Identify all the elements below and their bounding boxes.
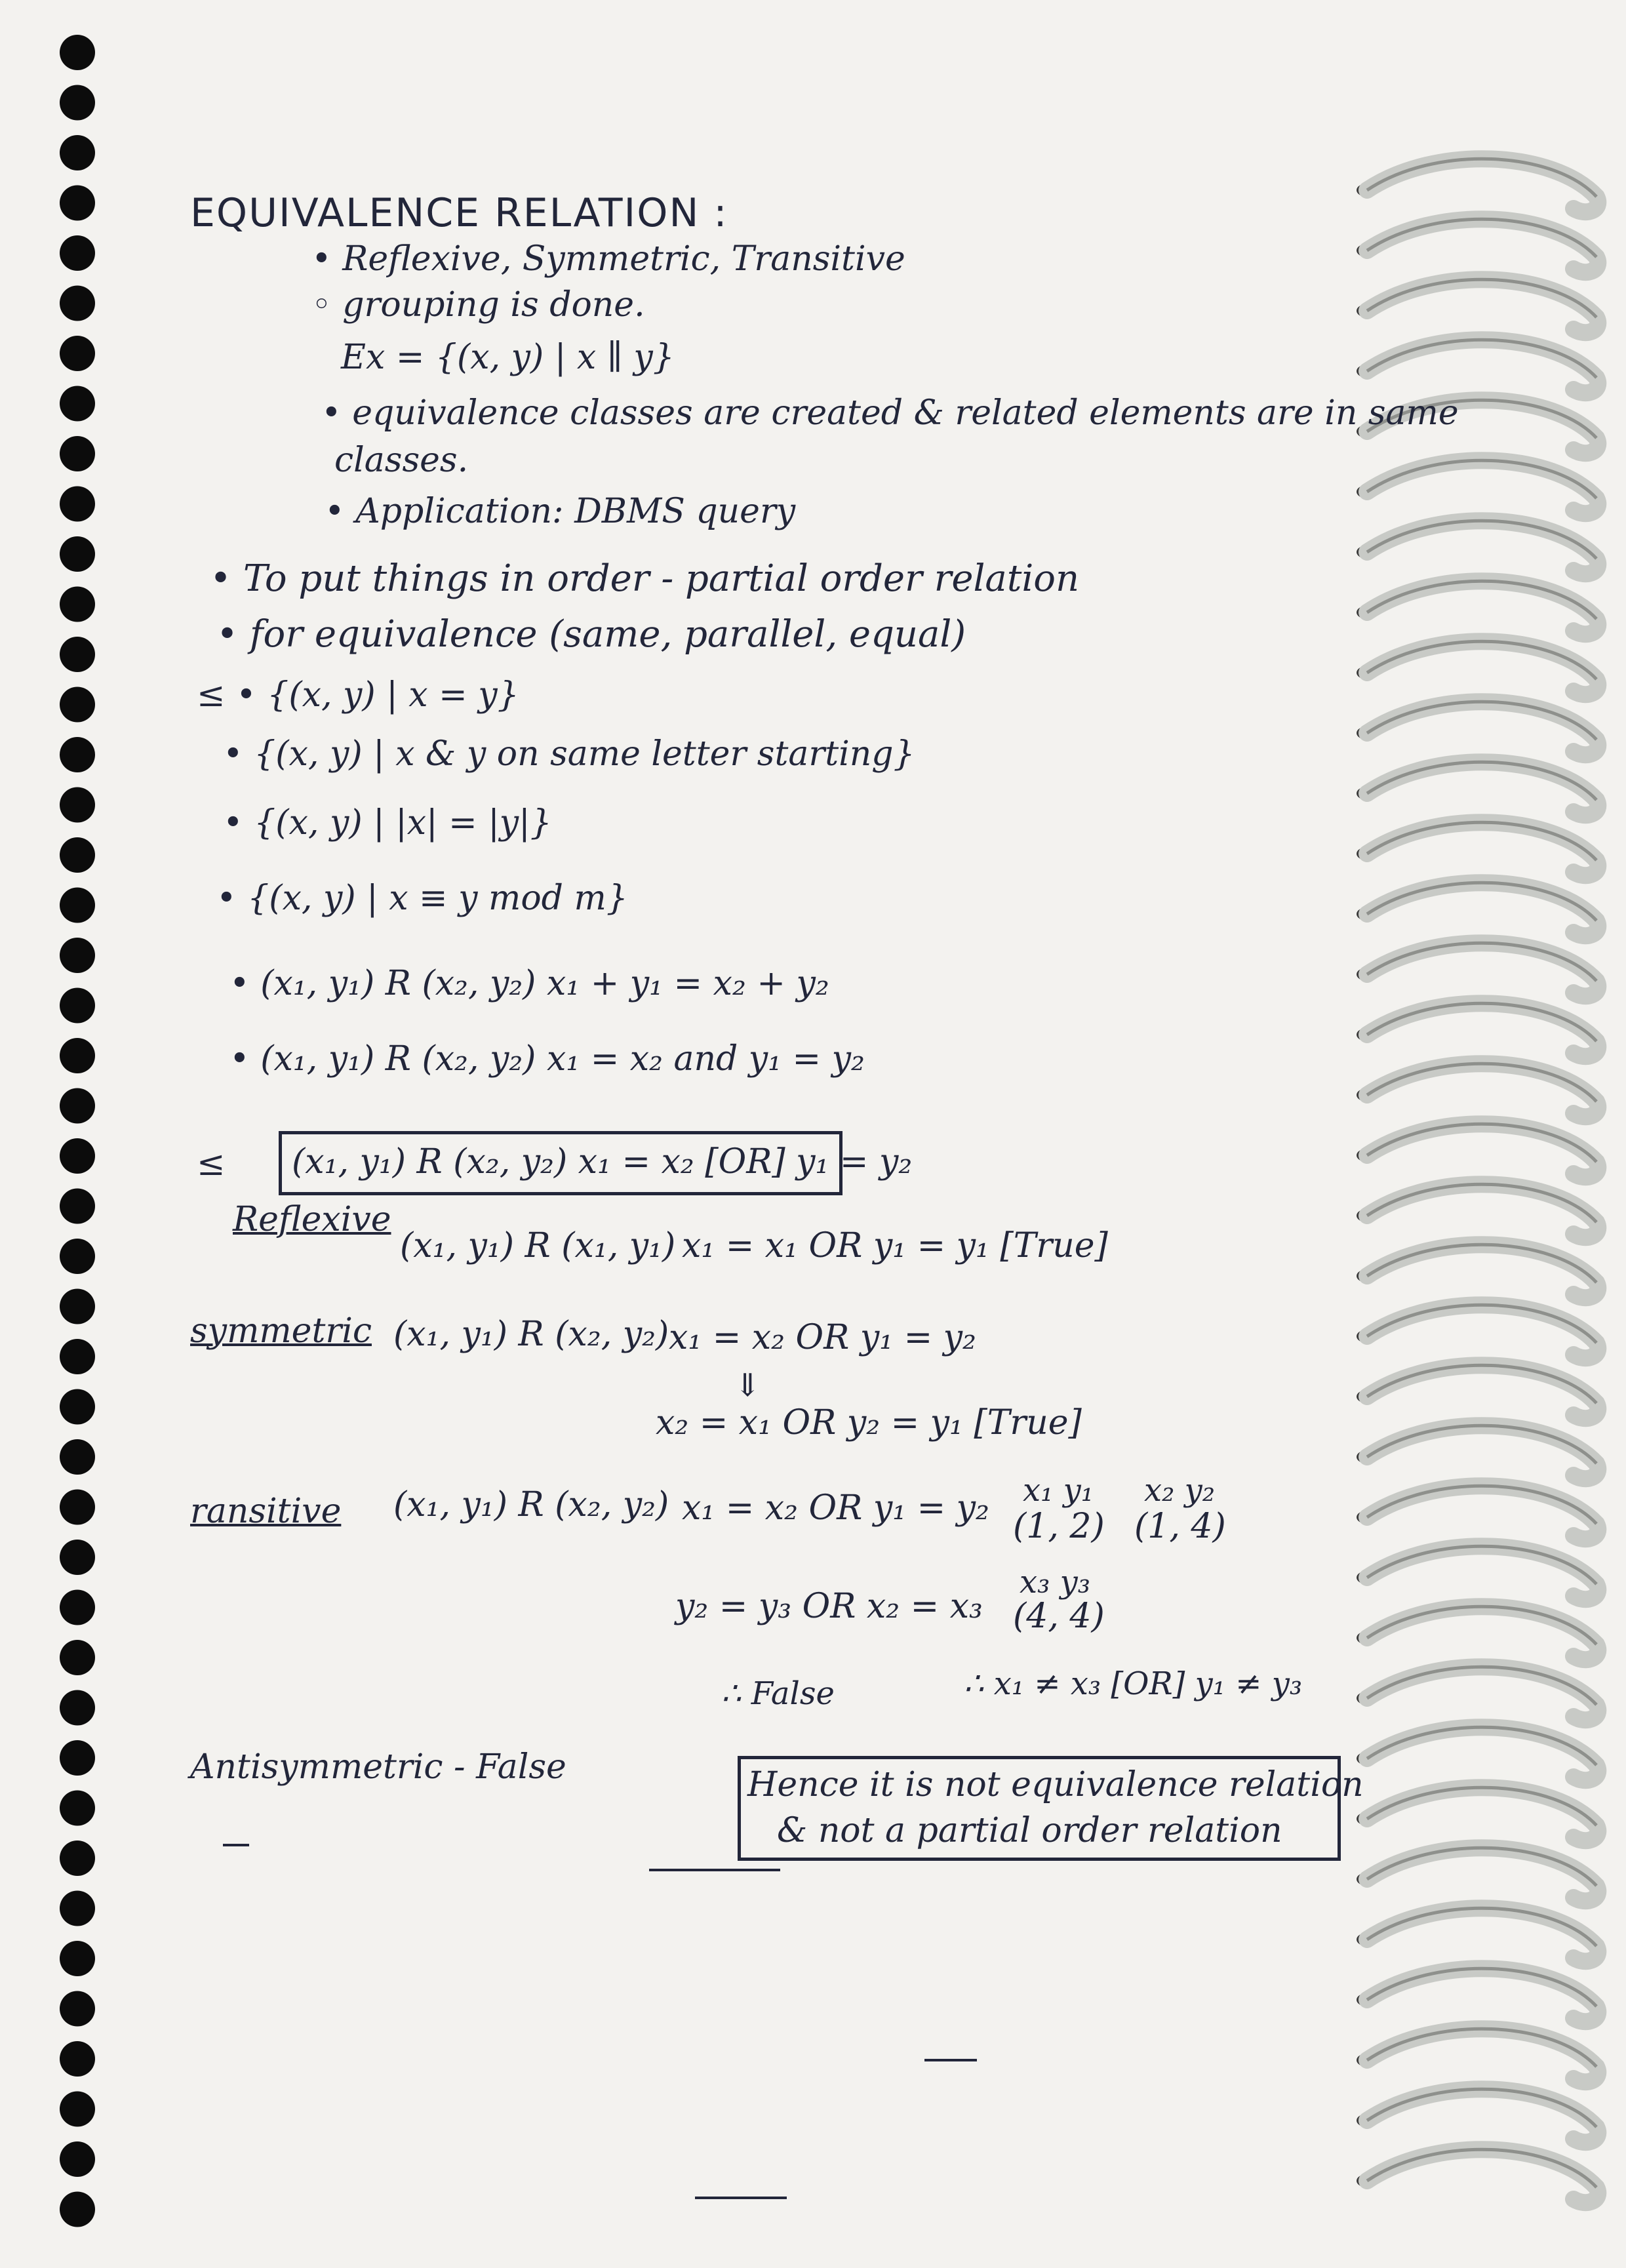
binder-hole [60,587,95,622]
pair-2-value: (1, 4) [1134,1507,1226,1546]
binder-hole [60,536,95,572]
spiral-coil [1357,159,1598,212]
dash-mark [924,2059,977,2061]
spiral-coil [1357,219,1598,272]
pair-2-header: x₂ y₂ [1144,1472,1215,1509]
spiral-coil [1357,1365,1598,1418]
transitive-condition-1: x₁ = x₂ OR y₁ = y₂ [682,1488,989,1528]
spiral-coil [1357,883,1598,936]
binder-hole [60,938,95,973]
symmetric-label: symmetric [190,1311,372,1351]
spiral-coil [1357,1787,1598,1840]
example-item: • {(x, y) | |x| = |y|} [223,803,552,843]
binder-hole [60,1389,95,1425]
binder-hole [60,487,95,522]
binder-hole [60,687,95,723]
spiral-coil [1357,1184,1598,1237]
binder-hole [60,85,95,121]
pair-3-value: (4, 4) [1013,1597,1105,1636]
reflexive-condition: x₁ = x₁ OR y₁ = y₁ [True] [682,1226,1108,1265]
order-line: • To put things in order - partial order relation [210,557,1080,600]
binder-hole [60,1740,95,1776]
spiral-coil [1357,460,1598,513]
example-item: ≤ • {(x, y) | x = y} [197,675,519,715]
spiral-coil [1357,943,1598,996]
spiral-coil [1357,762,1598,815]
binder-hole [60,1690,95,1726]
conclusion-line-2: & not a partial order relation [777,1811,1282,1850]
conclusion-line-1: Hence it is not equivalence relation [747,1765,1364,1804]
binder-hole [60,1991,95,2027]
binder-hole [60,1289,95,1324]
spiral-coil [1357,581,1598,634]
binder-hole [60,1941,95,1976]
spiral-coil [1357,1305,1598,1358]
binder-hole [60,35,95,70]
spiral-coil [1357,279,1598,332]
dash-mark [695,2197,787,2199]
spiral-coil [1357,1606,1598,1660]
binder-hole [60,1490,95,1525]
spiral-coil [1357,2089,1598,2142]
binder-hole [60,1791,95,1826]
example-item: • (x₁, y₁) R (x₂, y₂) x₁ = x₂ and y₁ = y₂ [229,1039,865,1079]
heading: EQUIVALENCE RELATION : [190,190,728,236]
binder-hole [60,2192,95,2227]
pair-1-value: (1, 2) [1013,1507,1105,1546]
binder-hole [60,787,95,823]
binder-hole [60,336,95,371]
binder-hole [60,1138,95,1174]
transitive-result: ∴ False [721,1675,835,1712]
counter-note: ∴ x₁ ≠ x₃ [OR] y₁ ≠ y₃ [964,1665,1303,1702]
spiral-coil [1357,2149,1598,2202]
equivalence-line: • for equivalence (same, parallel, equal) [216,613,966,656]
binder-hole [60,386,95,422]
binder-hole [60,1439,95,1475]
binder-hole [60,1088,95,1124]
binder-hole [60,235,95,271]
classes-line-1: • equivalence classes are created & related elements are in same [321,393,1459,433]
binder-hole [60,2141,95,2177]
binder-holes [0,0,144,2268]
binder-hole [60,2041,95,2077]
spiral-coil [1357,1546,1598,1599]
binder-hole [60,2092,95,2127]
grouping-line: ◦ grouping is done. [311,285,645,325]
spiral-coil [1357,1968,1598,2021]
spiral-coil [1357,340,1598,393]
reflexive-label: Reflexive [233,1200,391,1239]
binder-hole [60,1891,95,1926]
application-line: • Application: DBMS query [325,492,796,531]
dash-mark [223,1844,249,1846]
spiral-coil [1357,1064,1598,1117]
antisymmetric-label: Antisymmetric - False [190,1747,566,1787]
spiral-coil [1357,1244,1598,1298]
spiral-coil [1357,1486,1598,1539]
boxed-relation: (x₁, y₁) R (x₂, y₂) x₁ = x₂ [OR] y₁ = y₂ [292,1142,913,1182]
transitive-condition-2: y₂ = y₃ OR x₂ = x₃ [675,1587,983,1626]
classes-line-2: classes. [334,441,469,480]
spiral-coil [1357,1124,1598,1177]
properties-line: • Reflexive, Symmetric, Transitive [311,239,905,279]
transitive-relation: (x₁, y₁) R (x₂, y₂) [393,1485,669,1524]
dash-mark [649,1869,780,1871]
spiral-coil [1357,1908,1598,1961]
symmetric-arrow: ⇓ [734,1367,761,1404]
binder-hole [60,1840,95,1876]
example-line: Ex = {(x, y) | x ∥ y} [341,338,675,377]
binder-hole [60,1339,95,1374]
spiral-coil [1357,1667,1598,1720]
spiral-coil [1357,1848,1598,1901]
spiral-coil [1357,822,1598,875]
spiral-coil [1357,1727,1598,1780]
binder-hole [60,436,95,471]
binder-hole [60,737,95,772]
example-item: • (x₁, y₁) R (x₂, y₂) x₁ + y₁ = x₂ + y₂ [229,964,829,1003]
binder-hole [60,1590,95,1625]
symmetric-condition: x₁ = x₂ OR y₁ = y₂ [669,1318,976,1357]
binder-hole [60,1038,95,1073]
binder-hole [60,1189,95,1224]
spiral-coil [1357,521,1598,574]
spiral-coil [1357,641,1598,694]
example-item: • {(x, y) | x & y on same letter starting} [223,734,915,774]
symmetric-relation: (x₁, y₁) R (x₂, y₂) [393,1315,669,1354]
binder-hole [60,1540,95,1575]
transitive-label: ransitive [190,1492,342,1531]
binder-hole [60,888,95,923]
binder-hole [60,186,95,221]
pair-1-header: x₁ y₁ [1023,1472,1094,1509]
spiral-coil [1357,2029,1598,2082]
spiral-coil [1357,702,1598,755]
pair-3-header: x₃ y₃ [1020,1564,1090,1601]
binder-hole [60,1640,95,1675]
example-item: • {(x, y) | x ≡ y mod m} [216,879,628,918]
binder-hole [60,135,95,170]
symmetric-result: x₂ = x₁ OR y₂ = y₁ [True] [656,1403,1082,1442]
reflexive-relation: (x₁, y₁) R (x₁, y₁) [400,1226,676,1265]
spiral-coil [1357,1425,1598,1479]
spiral-coil [1357,1003,1598,1056]
binder-hole [60,988,95,1024]
binder-hole [60,1239,95,1274]
binder-hole [60,637,95,672]
binder-hole [60,286,95,321]
binder-hole [60,837,95,873]
spiral-binding [1338,0,1626,2268]
boxed-prefix: ≤ [197,1144,226,1184]
